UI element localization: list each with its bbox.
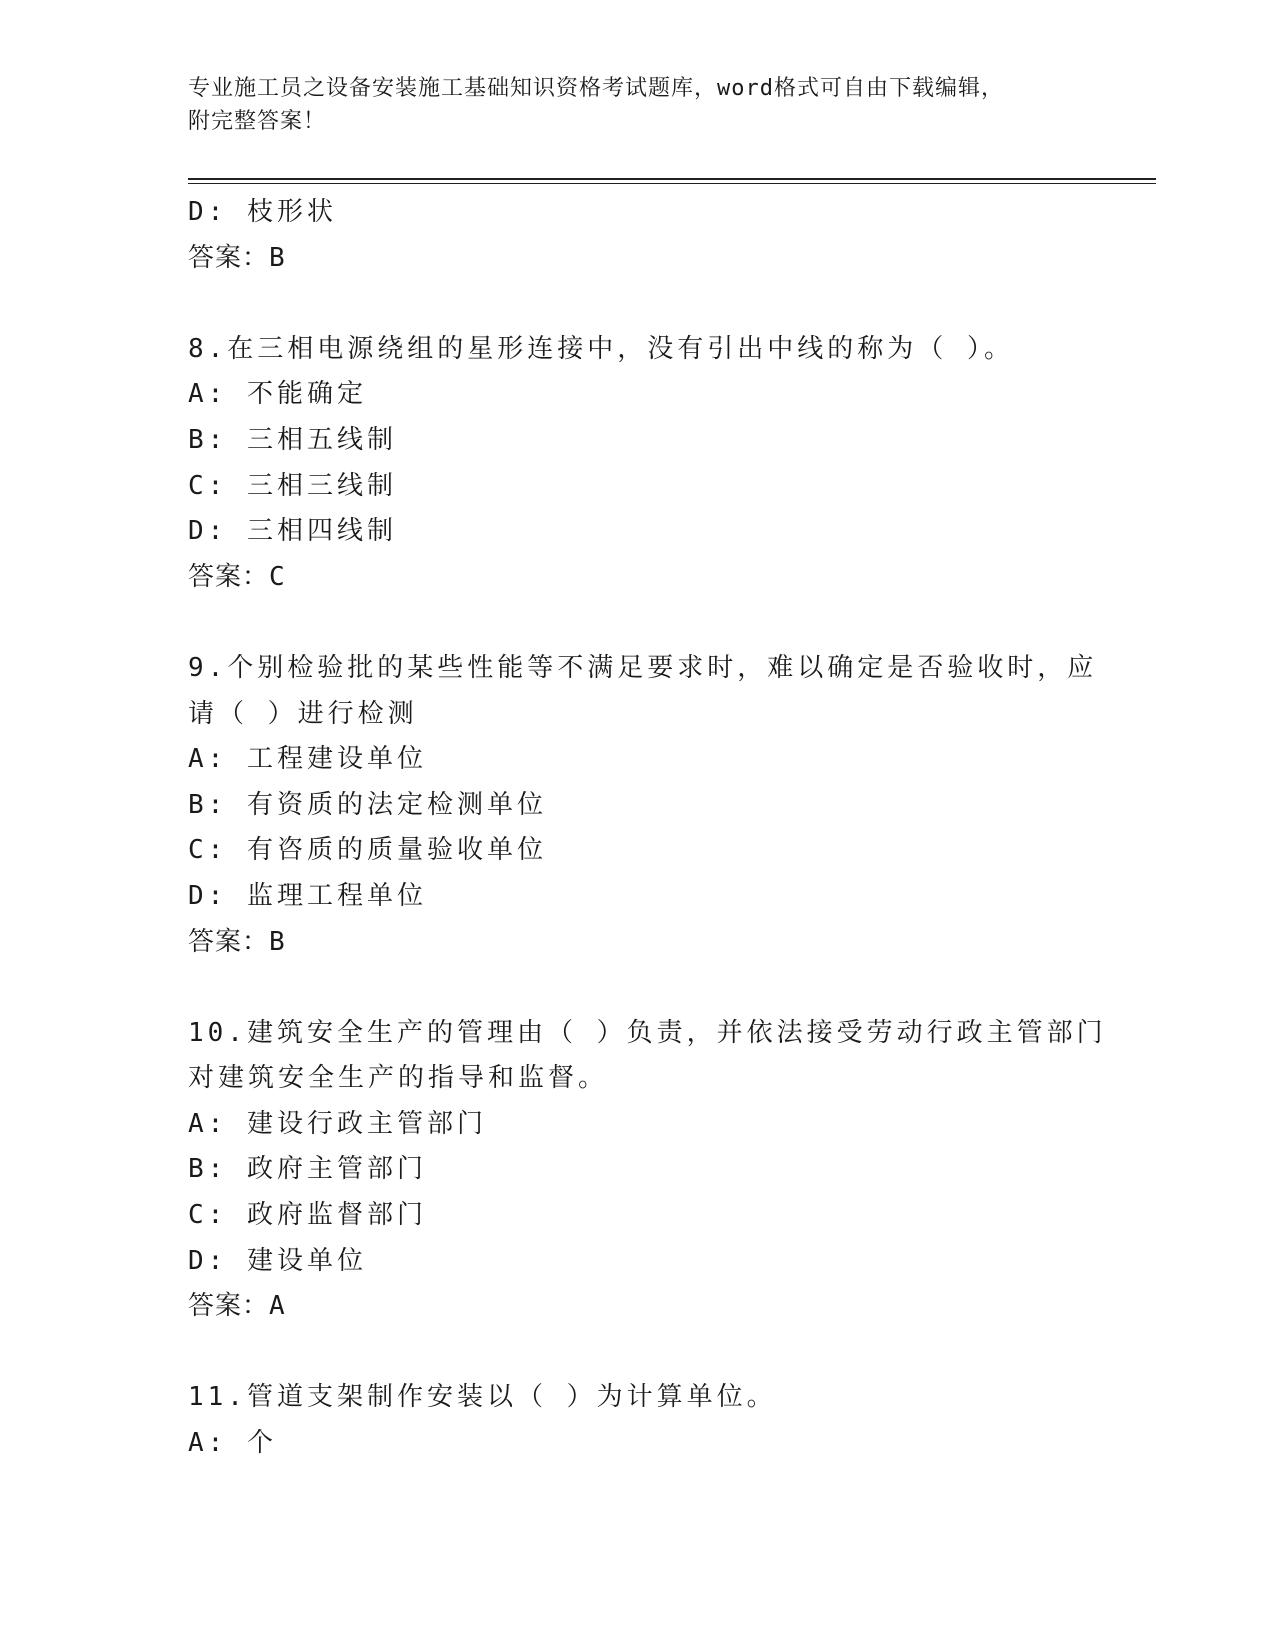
option-a: A: 建设行政主管部门 [188, 1108, 487, 1139]
question-stem: 11.管道支架制作安装以（ ）为计算单位。 [188, 1382, 777, 1413]
spacer [188, 600, 1088, 646]
spacer [188, 1330, 1088, 1376]
header-line-2: 附完整答案！ [188, 109, 327, 134]
question-item [188, 1375, 1088, 1466]
header-divider-thick [188, 178, 1156, 180]
question-item [188, 1011, 1107, 1330]
question-stem-line-2: 对建筑安全生产的指导和监督。 [188, 1063, 609, 1094]
option-c: C: 政府监督部门 [188, 1200, 427, 1231]
question-item [188, 327, 1088, 601]
page-header [188, 72, 1088, 138]
header-divider-thin [188, 183, 1156, 184]
spacer [188, 965, 1088, 1011]
header-line-1: 专业施工员之设备安装施工基础知识资格考试题库，word格式可自由下载编辑， [188, 76, 1004, 101]
question-stem-line-1: 9.个别检验批的某些性能等不满足要求时，难以确定是否验收时，应 [188, 652, 1098, 683]
option-c: C: 有咨质的质量验收单位 [188, 835, 547, 866]
option-b: B: 有资质的法定检测单位 [188, 789, 547, 820]
spacer [188, 281, 1088, 327]
option-a: A: 不能确定 [188, 379, 367, 410]
answer: 答案：A [188, 1291, 286, 1322]
question-stem: 8.在三相电源绕组的星形连接中，没有引出中线的称为（ ）。 [188, 333, 1014, 364]
option-b: B: 三相五线制 [188, 424, 397, 455]
question-stem-line-2: 请（ ）进行检测 [188, 698, 418, 729]
question-item [188, 646, 1098, 965]
option-a: A: 个 [188, 1428, 277, 1459]
question-list [188, 190, 1107, 1467]
option-d: D: 三相四线制 [188, 516, 397, 547]
question-stem-line-1: 10.建筑安全生产的管理由（ ）负责，并依法接受劳动行政主管部门 [188, 1017, 1107, 1048]
option-b: B: 政府主管部门 [188, 1154, 427, 1185]
answer: 答案：B [188, 242, 286, 273]
option-d: D: 建设单位 [188, 1245, 367, 1276]
option-d: D: 监理工程单位 [188, 880, 427, 911]
answer: 答案：C [188, 561, 286, 592]
answer: 答案：B [188, 926, 286, 957]
option-d: D: 枝形状 [188, 197, 337, 227]
option-a: A: 工程建设单位 [188, 744, 427, 775]
option-c: C: 三相三线制 [188, 470, 397, 501]
